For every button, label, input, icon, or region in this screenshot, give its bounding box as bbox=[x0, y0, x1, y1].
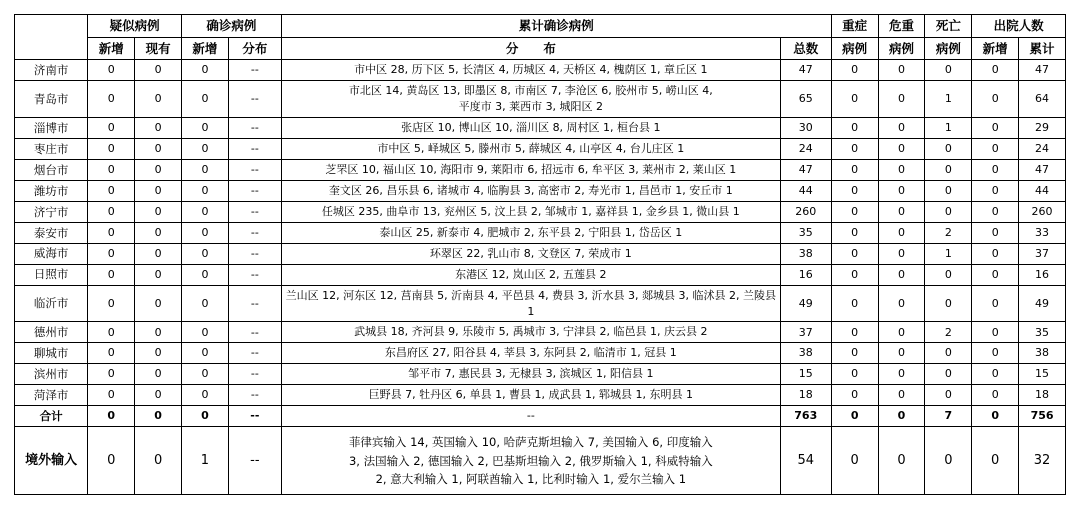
row-suspected-new: 0 bbox=[88, 406, 135, 427]
row-confirmed-dist: -- bbox=[228, 243, 281, 264]
row-critical-cases: 0 bbox=[878, 285, 925, 322]
header-death-line2: 病例 bbox=[925, 37, 972, 60]
row-death-cases: 2 bbox=[925, 222, 972, 243]
row-confirmed-dist: -- bbox=[228, 406, 281, 427]
row-region-name: 潍坊市 bbox=[15, 180, 88, 201]
table-row bbox=[15, 343, 1066, 364]
row-suspected-existing: 0 bbox=[135, 159, 182, 180]
row-suspected-existing: 0 bbox=[135, 222, 182, 243]
row-region-name: 烟台市 bbox=[15, 159, 88, 180]
header-critical-line1: 危重 bbox=[878, 15, 925, 38]
row-suspected-existing: 0 bbox=[135, 364, 182, 385]
row-critical-cases: 0 bbox=[878, 364, 925, 385]
header-row-1 bbox=[15, 15, 1066, 38]
row-death-cases: 0 bbox=[925, 427, 972, 495]
row-confirmed-new: 0 bbox=[182, 385, 229, 406]
header-suspected-group: 疑似病例 bbox=[88, 15, 182, 38]
header-cumulative-dist: 分 布 bbox=[281, 37, 780, 60]
row-critical-cases: 0 bbox=[878, 60, 925, 81]
row-cumulative-total: 54 bbox=[780, 427, 831, 495]
row-discharge-new: 0 bbox=[972, 264, 1019, 285]
row-confirmed-new: 0 bbox=[182, 322, 229, 343]
table-row bbox=[15, 60, 1066, 81]
header-corner-blank bbox=[15, 15, 88, 60]
table-header bbox=[15, 15, 1066, 60]
row-discharge-total: 24 bbox=[1019, 139, 1066, 160]
header-cumulative-group: 累计确诊病例 bbox=[281, 15, 831, 38]
row-suspected-new: 0 bbox=[88, 81, 135, 118]
row-cumulative-distribution: -- bbox=[281, 406, 780, 427]
row-cumulative-total: 35 bbox=[780, 222, 831, 243]
row-suspected-existing: 0 bbox=[135, 343, 182, 364]
header-suspected-new: 新增 bbox=[88, 37, 135, 60]
table-row bbox=[15, 243, 1066, 264]
row-severe-cases: 0 bbox=[831, 81, 878, 118]
row-death-cases: 0 bbox=[925, 159, 972, 180]
row-severe-cases: 0 bbox=[831, 264, 878, 285]
row-cumulative-total: 49 bbox=[780, 285, 831, 322]
row-suspected-existing: 0 bbox=[135, 285, 182, 322]
row-suspected-new: 0 bbox=[88, 60, 135, 81]
header-discharge-group: 出院人数 bbox=[972, 15, 1066, 38]
row-confirmed-dist: -- bbox=[228, 201, 281, 222]
row-confirmed-new: 0 bbox=[182, 285, 229, 322]
row-cumulative-distribution: 张店区 10, 博山区 10, 淄川区 8, 周村区 1, 桓台县 1 bbox=[281, 118, 780, 139]
table-row-imported bbox=[15, 427, 1066, 495]
row-cumulative-distribution: 任城区 235, 曲阜市 13, 兖州区 5, 汶上县 2, 邹城市 1, 嘉祥县 1, 金乡县 1, 微山县 1 bbox=[281, 201, 780, 222]
row-critical-cases: 0 bbox=[878, 406, 925, 427]
row-confirmed-dist: -- bbox=[228, 364, 281, 385]
row-severe-cases: 0 bbox=[831, 139, 878, 160]
row-cumulative-distribution: 市中区 5, 峄城区 5, 滕州市 5, 薛城区 4, 山亭区 4, 台儿庄区 1 bbox=[281, 139, 780, 160]
row-suspected-new: 0 bbox=[88, 385, 135, 406]
row-suspected-existing: 0 bbox=[135, 180, 182, 201]
row-suspected-existing: 0 bbox=[135, 322, 182, 343]
table-body bbox=[15, 60, 1066, 495]
row-death-cases: 0 bbox=[925, 364, 972, 385]
row-cumulative-total: 65 bbox=[780, 81, 831, 118]
row-suspected-new: 0 bbox=[88, 139, 135, 160]
row-discharge-total: 18 bbox=[1019, 385, 1066, 406]
row-death-cases: 1 bbox=[925, 81, 972, 118]
row-region-name: 滨州市 bbox=[15, 364, 88, 385]
row-severe-cases: 0 bbox=[831, 343, 878, 364]
row-confirmed-new: 1 bbox=[182, 427, 229, 495]
row-discharge-total: 38 bbox=[1019, 343, 1066, 364]
row-cumulative-total: 37 bbox=[780, 322, 831, 343]
row-cumulative-distribution: 泰山区 25, 新泰市 4, 肥城市 2, 东平县 2, 宁阳县 1, 岱岳区 1 bbox=[281, 222, 780, 243]
row-confirmed-new: 0 bbox=[182, 364, 229, 385]
row-discharge-new: 0 bbox=[972, 159, 1019, 180]
table-row bbox=[15, 322, 1066, 343]
row-critical-cases: 0 bbox=[878, 243, 925, 264]
row-cumulative-distribution: 奎文区 26, 昌乐县 6, 诸城市 4, 临朐县 3, 高密市 2, 寿光市 1, 昌邑市 1, 安丘市 1 bbox=[281, 180, 780, 201]
row-discharge-total: 15 bbox=[1019, 364, 1066, 385]
row-discharge-new: 0 bbox=[972, 60, 1019, 81]
row-cumulative-total: 38 bbox=[780, 343, 831, 364]
row-confirmed-dist: -- bbox=[228, 159, 281, 180]
table-row bbox=[15, 385, 1066, 406]
row-suspected-existing: 0 bbox=[135, 385, 182, 406]
row-suspected-existing: 0 bbox=[135, 406, 182, 427]
row-death-cases: 0 bbox=[925, 139, 972, 160]
header-discharge-new: 新增 bbox=[972, 37, 1019, 60]
row-discharge-new: 0 bbox=[972, 385, 1019, 406]
row-discharge-total: 44 bbox=[1019, 180, 1066, 201]
row-death-cases: 0 bbox=[925, 385, 972, 406]
covid-statistics-table bbox=[14, 14, 1066, 495]
header-severe-line1: 重症 bbox=[831, 15, 878, 38]
row-discharge-total: 756 bbox=[1019, 406, 1066, 427]
row-confirmed-new: 0 bbox=[182, 159, 229, 180]
table-row-total bbox=[15, 406, 1066, 427]
row-death-cases: 0 bbox=[925, 264, 972, 285]
row-cumulative-total: 763 bbox=[780, 406, 831, 427]
row-confirmed-new: 0 bbox=[182, 81, 229, 118]
row-severe-cases: 0 bbox=[831, 60, 878, 81]
row-confirmed-new: 0 bbox=[182, 60, 229, 81]
row-death-cases: 0 bbox=[925, 285, 972, 322]
row-cumulative-distribution: 东港区 12, 岚山区 2, 五莲县 2 bbox=[281, 264, 780, 285]
row-discharge-new: 0 bbox=[972, 243, 1019, 264]
row-cumulative-total: 44 bbox=[780, 180, 831, 201]
row-discharge-new: 0 bbox=[972, 139, 1019, 160]
row-region-name: 淄博市 bbox=[15, 118, 88, 139]
row-confirmed-dist: -- bbox=[228, 322, 281, 343]
row-discharge-total: 47 bbox=[1019, 159, 1066, 180]
row-discharge-total: 33 bbox=[1019, 222, 1066, 243]
row-death-cases: 2 bbox=[925, 322, 972, 343]
row-discharge-total: 260 bbox=[1019, 201, 1066, 222]
row-cumulative-total: 15 bbox=[780, 364, 831, 385]
row-death-cases: 0 bbox=[925, 180, 972, 201]
row-suspected-new: 0 bbox=[88, 264, 135, 285]
row-critical-cases: 0 bbox=[878, 322, 925, 343]
row-cumulative-distribution: 巨野县 7, 牡丹区 6, 单县 1, 曹县 1, 成武县 1, 郓城县 1, 东明县 1 bbox=[281, 385, 780, 406]
row-confirmed-new: 0 bbox=[182, 118, 229, 139]
row-cumulative-distribution: 邹平市 7, 惠民县 3, 无棣县 3, 滨城区 1, 阳信县 1 bbox=[281, 364, 780, 385]
table-row bbox=[15, 81, 1066, 118]
row-cumulative-distribution: 市北区 14, 黄岛区 13, 即墨区 8, 市南区 7, 李沧区 6, 胶州市 5, 崂山区 4, 平度市 3, 莱西市 3, 城阳区 2 bbox=[281, 81, 780, 118]
row-severe-cases: 0 bbox=[831, 322, 878, 343]
row-suspected-new: 0 bbox=[88, 222, 135, 243]
row-cumulative-total: 18 bbox=[780, 385, 831, 406]
header-row-2 bbox=[15, 37, 1066, 60]
row-confirmed-dist: -- bbox=[228, 180, 281, 201]
header-critical-line2: 病例 bbox=[878, 37, 925, 60]
row-cumulative-total: 260 bbox=[780, 201, 831, 222]
header-confirmed-group: 确诊病例 bbox=[182, 15, 282, 38]
row-cumulative-total: 38 bbox=[780, 243, 831, 264]
row-region-name: 合计 bbox=[15, 406, 88, 427]
row-discharge-total: 32 bbox=[1019, 427, 1066, 495]
row-discharge-new: 0 bbox=[972, 364, 1019, 385]
row-suspected-existing: 0 bbox=[135, 81, 182, 118]
row-discharge-new: 0 bbox=[972, 427, 1019, 495]
row-severe-cases: 0 bbox=[831, 364, 878, 385]
row-discharge-total: 49 bbox=[1019, 285, 1066, 322]
row-discharge-new: 0 bbox=[972, 201, 1019, 222]
row-suspected-new: 0 bbox=[88, 364, 135, 385]
row-confirmed-new: 0 bbox=[182, 201, 229, 222]
row-suspected-existing: 0 bbox=[135, 264, 182, 285]
header-severe-line2: 病例 bbox=[831, 37, 878, 60]
row-confirmed-dist: -- bbox=[228, 118, 281, 139]
row-confirmed-new: 0 bbox=[182, 222, 229, 243]
row-confirmed-dist: -- bbox=[228, 285, 281, 322]
row-region-name: 枣庄市 bbox=[15, 139, 88, 160]
row-suspected-existing: 0 bbox=[135, 201, 182, 222]
row-discharge-new: 0 bbox=[972, 81, 1019, 118]
row-severe-cases: 0 bbox=[831, 427, 878, 495]
row-critical-cases: 0 bbox=[878, 118, 925, 139]
row-region-name: 青岛市 bbox=[15, 81, 88, 118]
row-suspected-new: 0 bbox=[88, 243, 135, 264]
row-discharge-total: 16 bbox=[1019, 264, 1066, 285]
table-row bbox=[15, 139, 1066, 160]
row-death-cases: 0 bbox=[925, 60, 972, 81]
row-cumulative-distribution: 芝罘区 10, 福山区 10, 海阳市 9, 莱阳市 6, 招远市 6, 牟平区 3, 莱州市 2, 莱山区 1 bbox=[281, 159, 780, 180]
row-suspected-new: 0 bbox=[88, 118, 135, 139]
row-critical-cases: 0 bbox=[878, 427, 925, 495]
header-suspected-existing: 现有 bbox=[135, 37, 182, 60]
row-suspected-existing: 0 bbox=[135, 118, 182, 139]
row-severe-cases: 0 bbox=[831, 201, 878, 222]
row-suspected-existing: 0 bbox=[135, 60, 182, 81]
row-discharge-new: 0 bbox=[972, 406, 1019, 427]
row-severe-cases: 0 bbox=[831, 243, 878, 264]
table-row bbox=[15, 159, 1066, 180]
row-cumulative-distribution: 兰山区 12, 河东区 12, 莒南县 5, 沂南县 4, 平邑县 4, 费县 3, 沂水县 3, 郯城县 3, 临沭县 2, 兰陵县 1 bbox=[281, 285, 780, 322]
row-suspected-new: 0 bbox=[88, 159, 135, 180]
row-suspected-existing: 0 bbox=[135, 243, 182, 264]
row-confirmed-new: 0 bbox=[182, 343, 229, 364]
row-region-name: 聊城市 bbox=[15, 343, 88, 364]
row-cumulative-total: 30 bbox=[780, 118, 831, 139]
row-cumulative-distribution: 武城县 18, 齐河县 9, 乐陵市 5, 禹城市 3, 宁津县 2, 临邑县 1, 庆云县 2 bbox=[281, 322, 780, 343]
table-row bbox=[15, 201, 1066, 222]
row-region-name: 德州市 bbox=[15, 322, 88, 343]
row-region-name: 威海市 bbox=[15, 243, 88, 264]
row-discharge-new: 0 bbox=[972, 343, 1019, 364]
row-region-name: 境外输入 bbox=[15, 427, 88, 495]
row-confirmed-new: 0 bbox=[182, 139, 229, 160]
row-suspected-existing: 0 bbox=[135, 139, 182, 160]
row-region-name: 菏泽市 bbox=[15, 385, 88, 406]
row-region-name: 济宁市 bbox=[15, 201, 88, 222]
row-severe-cases: 0 bbox=[831, 222, 878, 243]
row-critical-cases: 0 bbox=[878, 343, 925, 364]
table-row bbox=[15, 222, 1066, 243]
row-discharge-new: 0 bbox=[972, 285, 1019, 322]
row-severe-cases: 0 bbox=[831, 180, 878, 201]
row-discharge-new: 0 bbox=[972, 322, 1019, 343]
table-row bbox=[15, 264, 1066, 285]
row-cumulative-distribution: 市中区 28, 历下区 5, 长清区 4, 历城区 4, 天桥区 4, 槐荫区 1, 章丘区 1 bbox=[281, 60, 780, 81]
row-discharge-new: 0 bbox=[972, 222, 1019, 243]
row-critical-cases: 0 bbox=[878, 385, 925, 406]
row-region-name: 济南市 bbox=[15, 60, 88, 81]
row-confirmed-dist: -- bbox=[228, 385, 281, 406]
table-row bbox=[15, 118, 1066, 139]
row-suspected-new: 0 bbox=[88, 427, 135, 495]
row-critical-cases: 0 bbox=[878, 139, 925, 160]
row-severe-cases: 0 bbox=[831, 406, 878, 427]
row-confirmed-dist: -- bbox=[228, 343, 281, 364]
row-confirmed-dist: -- bbox=[228, 222, 281, 243]
row-confirmed-new: 0 bbox=[182, 180, 229, 201]
row-death-cases: 0 bbox=[925, 201, 972, 222]
row-severe-cases: 0 bbox=[831, 118, 878, 139]
row-critical-cases: 0 bbox=[878, 222, 925, 243]
row-region-name: 泰安市 bbox=[15, 222, 88, 243]
row-critical-cases: 0 bbox=[878, 264, 925, 285]
header-cumulative-total: 总数 bbox=[780, 37, 831, 60]
header-confirmed-new: 新增 bbox=[182, 37, 229, 60]
row-discharge-total: 29 bbox=[1019, 118, 1066, 139]
table-row bbox=[15, 285, 1066, 322]
row-discharge-total: 47 bbox=[1019, 60, 1066, 81]
row-cumulative-total: 47 bbox=[780, 159, 831, 180]
row-confirmed-new: 0 bbox=[182, 264, 229, 285]
row-discharge-total: 37 bbox=[1019, 243, 1066, 264]
row-cumulative-total: 16 bbox=[780, 264, 831, 285]
row-cumulative-distribution: 菲律宾输入 14, 英国输入 10, 哈萨克斯坦输入 7, 美国输入 6, 印度输入 3, 法国输入 2, 德国输入 2, 巴基斯坦输入 2, 俄罗斯输入 1, 科威特输入 2, 意大利输入 1, 阿联酋输入 1, 比利时输入 1, 爱尔兰输入 1 bbox=[281, 427, 780, 495]
table-row bbox=[15, 364, 1066, 385]
row-critical-cases: 0 bbox=[878, 180, 925, 201]
row-confirmed-dist: -- bbox=[228, 427, 281, 495]
row-cumulative-distribution: 东昌府区 27, 阳谷县 4, 莘县 3, 东阿县 2, 临清市 1, 冠县 1 bbox=[281, 343, 780, 364]
row-death-cases: 0 bbox=[925, 343, 972, 364]
row-critical-cases: 0 bbox=[878, 81, 925, 118]
row-region-name: 日照市 bbox=[15, 264, 88, 285]
header-discharge-total: 累计 bbox=[1019, 37, 1066, 60]
row-confirmed-dist: -- bbox=[228, 81, 281, 118]
table-row bbox=[15, 180, 1066, 201]
row-severe-cases: 0 bbox=[831, 159, 878, 180]
row-discharge-total: 35 bbox=[1019, 322, 1066, 343]
row-severe-cases: 0 bbox=[831, 385, 878, 406]
row-death-cases: 1 bbox=[925, 243, 972, 264]
row-death-cases: 1 bbox=[925, 118, 972, 139]
row-suspected-new: 0 bbox=[88, 322, 135, 343]
row-critical-cases: 0 bbox=[878, 201, 925, 222]
row-death-cases: 7 bbox=[925, 406, 972, 427]
row-suspected-existing: 0 bbox=[135, 427, 182, 495]
row-region-name: 临沂市 bbox=[15, 285, 88, 322]
row-suspected-new: 0 bbox=[88, 343, 135, 364]
header-confirmed-dist: 分布 bbox=[228, 37, 281, 60]
row-discharge-new: 0 bbox=[972, 118, 1019, 139]
row-confirmed-new: 0 bbox=[182, 243, 229, 264]
row-cumulative-distribution: 环翠区 22, 乳山市 8, 文登区 7, 荣成市 1 bbox=[281, 243, 780, 264]
row-suspected-new: 0 bbox=[88, 180, 135, 201]
row-confirmed-new: 0 bbox=[182, 406, 229, 427]
row-discharge-total: 64 bbox=[1019, 81, 1066, 118]
row-confirmed-dist: -- bbox=[228, 139, 281, 160]
row-suspected-new: 0 bbox=[88, 285, 135, 322]
row-severe-cases: 0 bbox=[831, 285, 878, 322]
row-confirmed-dist: -- bbox=[228, 264, 281, 285]
row-suspected-new: 0 bbox=[88, 201, 135, 222]
row-critical-cases: 0 bbox=[878, 159, 925, 180]
row-confirmed-dist: -- bbox=[228, 60, 281, 81]
row-cumulative-total: 24 bbox=[780, 139, 831, 160]
row-cumulative-total: 47 bbox=[780, 60, 831, 81]
row-discharge-new: 0 bbox=[972, 180, 1019, 201]
header-death-line1: 死亡 bbox=[925, 15, 972, 38]
